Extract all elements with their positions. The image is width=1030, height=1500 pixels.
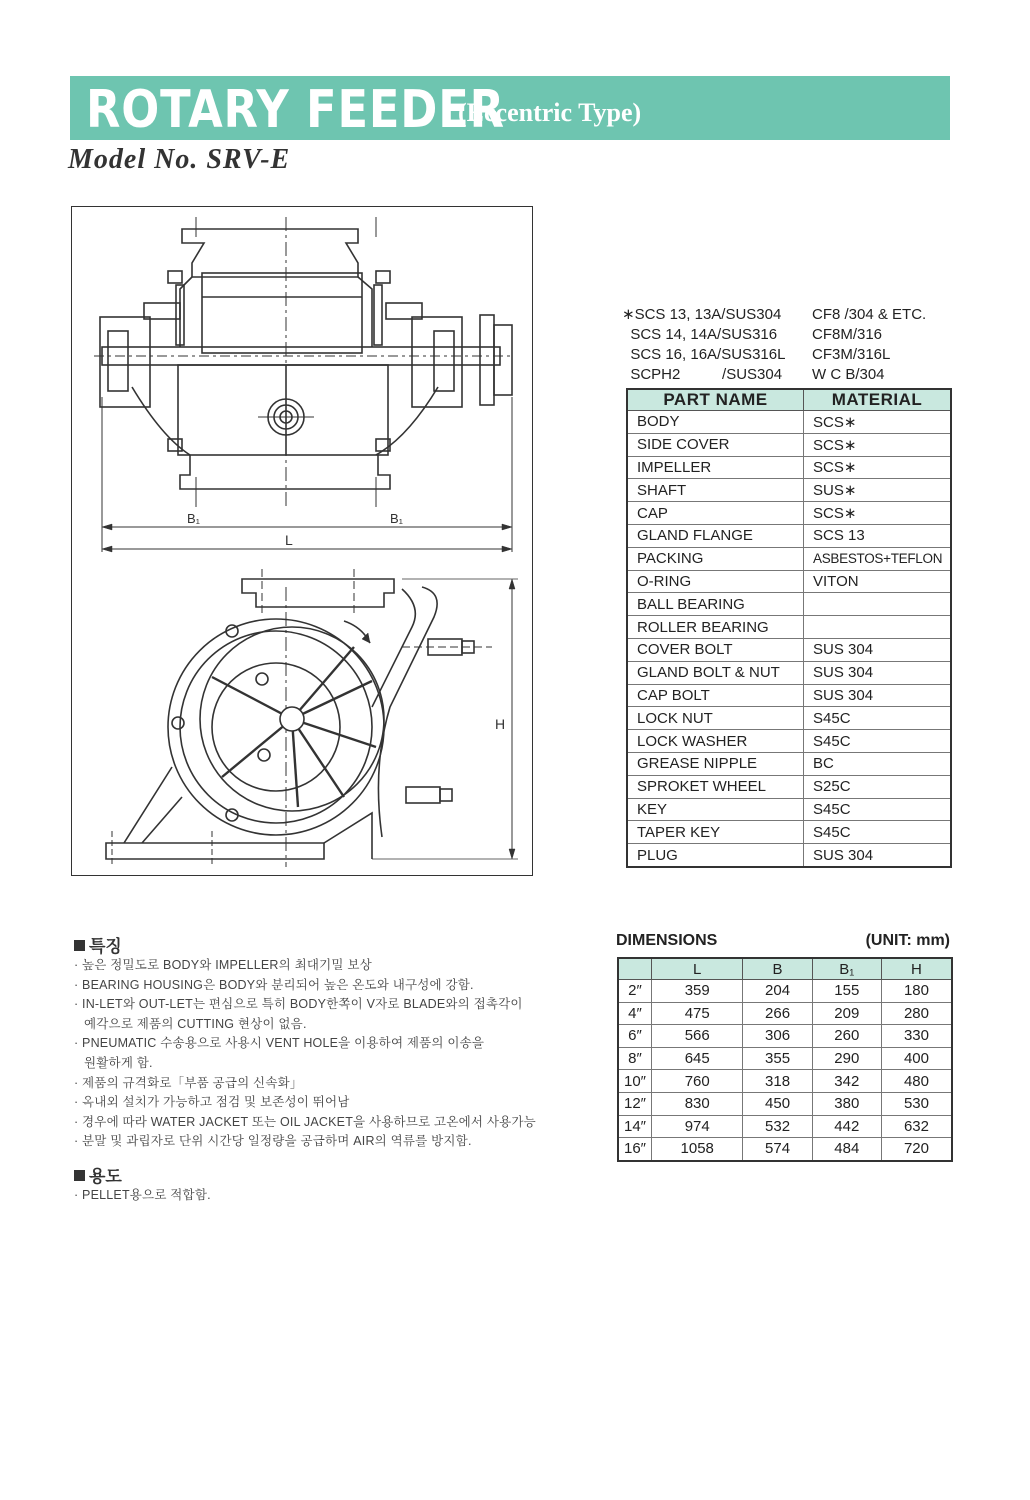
part-name-cell: CAP BOLT [627,684,804,707]
parts-row [627,638,951,661]
dimensions-header [616,932,950,950]
dimension-cell: 266 [743,1002,812,1025]
part-name-cell: PACKING [627,547,804,570]
feeder-drawing-svg [72,207,534,877]
material-cell: S45C [804,707,952,730]
header-part-name: PART NAME [627,389,804,411]
part-name-cell: IMPELLER [627,456,804,479]
dimension-cell: 532 [743,1115,812,1138]
usage-line: · PELLET용으로 적합함. [74,1188,211,1202]
feature-line: · IN-LET와 OUT-LET는 편심으로 특히 BODY한쪽이 V자로 BLADE와의 접촉각이 [74,997,523,1012]
parts-row [627,479,951,502]
parts-row [627,433,951,456]
size-cell: 6″ [618,1025,652,1048]
material-cell: SCS 13 [804,524,952,547]
page-title: ROTARY FEEDER [86,80,505,140]
header-b: B [743,958,812,980]
feature-line: · 옥내외 설치가 가능하고 점검 및 보존성이 뛰어남 [74,1095,350,1110]
header-l: L [652,958,743,980]
parts-row [627,844,951,867]
part-name-cell: GREASE NIPPLE [627,752,804,775]
label-b1-left: B₁ [187,511,201,526]
dimension-cell: 342 [812,1070,881,1093]
size-cell: 14″ [618,1115,652,1138]
dimension-cell: 155 [812,980,881,1003]
parts-row [627,752,951,775]
usage-section [74,1162,594,1206]
front-view [94,217,512,552]
header-size [618,958,652,980]
dimensions-row [618,1115,952,1138]
material-cell [804,616,952,639]
parts-row [627,547,951,570]
dimension-cell: 306 [743,1025,812,1048]
parts-row [627,570,951,593]
size-cell: 4″ [618,1002,652,1025]
parts-row [627,684,951,707]
side-view [106,569,518,867]
dimensions-row [618,1025,952,1048]
model-number: Model No. SRV-E [68,144,291,175]
part-name-cell: GLAND BOLT & NUT [627,661,804,684]
parts-row [627,502,951,525]
label-h: H [495,716,506,732]
dimension-cell: 442 [812,1115,881,1138]
part-name-cell: SIDE COVER [627,433,804,456]
part-name-cell: CAP [627,502,804,525]
material-cell: SCS∗ [804,502,952,525]
header-b1: B₁ [812,958,881,980]
material-cell: S45C [804,821,952,844]
dimension-cell: 330 [881,1025,952,1048]
material-cell: SUS 304 [804,638,952,661]
part-name-cell: COVER BOLT [627,638,804,661]
parts-row [627,821,951,844]
dimension-cell: 974 [652,1115,743,1138]
dimension-cell: 830 [652,1092,743,1115]
dimension-cell: 380 [812,1092,881,1115]
material-cell: SCS∗ [804,433,952,456]
dimension-cell: 280 [881,1002,952,1025]
dimension-cell: 484 [812,1138,881,1161]
part-name-cell: SPROKET WHEEL [627,775,804,798]
feature-line: · BEARING HOUSING은 BODY와 분리되어 높은 온도와 내구성에 강함. [74,977,474,992]
material-cell: VITON [804,570,952,593]
parts-row [627,661,951,684]
parts-row [627,775,951,798]
dimensions-row [618,1092,952,1115]
dimension-cell: 760 [652,1070,743,1093]
dimension-cell: 450 [743,1092,812,1115]
dimension-cell: 566 [652,1025,743,1048]
technical-drawing [71,206,533,876]
dimensions-row [618,1047,952,1070]
label-b1-right: B₁ [390,511,404,526]
dimension-cell: 475 [652,1002,743,1025]
material-cell: SUS 304 [804,684,952,707]
dimension-cell: 574 [743,1138,812,1161]
part-name-cell: ROLLER BEARING [627,616,804,639]
material-cell: SUS 304 [804,844,952,867]
parts-row [627,616,951,639]
material-cell: SUS∗ [804,479,952,502]
dimension-cell: 530 [881,1092,952,1115]
header-h: H [881,958,952,980]
material-cell: BC [804,752,952,775]
part-name-cell: BALL BEARING [627,593,804,616]
feature-line: · PNEUMATIC 수송용으로 사용시 VENT HOLE을 이용하여 제품의 이송을 [74,1036,485,1051]
material-cell [804,593,952,616]
part-name-cell: LOCK WASHER [627,730,804,753]
header-material: MATERIAL [804,389,952,411]
parts-row [627,524,951,547]
dimension-cell: 480 [881,1070,952,1093]
dimension-cell: 1058 [652,1138,743,1161]
parts-row [627,798,951,821]
material-cell: ASBESTOS+TEFLON [804,547,952,570]
parts-row [627,456,951,479]
parts-row [627,593,951,616]
features-heading: 특징 [74,932,594,956]
dimension-cell: 290 [812,1047,881,1070]
dimensions-title: DIMENSIONS [616,932,718,949]
square-bullet-icon [74,940,85,951]
label-l: L [285,532,293,548]
dimension-cell: 204 [743,980,812,1003]
parts-row [627,411,951,434]
dimension-cell: 355 [743,1047,812,1070]
material-cell: S45C [804,798,952,821]
dimension-cell: 209 [812,1002,881,1025]
material-cell: S25C [804,775,952,798]
dimensions-row [618,1070,952,1093]
feature-line: · 제품의 규격화로「부품 공급의 신속화」 [74,1075,303,1090]
feature-line: · 높은 정밀도로 BODY와 IMPELLER의 최대기밀 보상 [74,958,372,972]
dimension-cell: 359 [652,980,743,1003]
size-cell: 16″ [618,1138,652,1161]
part-name-cell: GLAND FLANGE [627,524,804,547]
size-cell: 8″ [618,1047,652,1070]
material-cell: SCS∗ [804,411,952,434]
page-subtitle: (Eccentric Type) [458,98,642,127]
parts-row [627,707,951,730]
feature-line: 원활하게 함. [84,1055,153,1070]
part-name-cell: SHAFT [627,479,804,502]
size-cell: 10″ [618,1070,652,1093]
feature-line: 예각으로 제품의 CUTTING 현상이 없음. [84,1016,307,1031]
feature-line: · 경우에 따라 WATER JACKET 또는 OIL JACKET을 사용하므로 고온에서 사용가능 [74,1114,536,1129]
dimension-cell: 720 [881,1138,952,1161]
parts-row [627,730,951,753]
part-name-cell: O-RING [627,570,804,593]
features-section [74,932,594,1152]
part-name-cell: PLUG [627,844,804,867]
dimensions-row [618,1002,952,1025]
dimensions-unit: (UNIT: mm) [865,932,950,949]
dimension-cell: 400 [881,1047,952,1070]
material-cell: SCS∗ [804,456,952,479]
dimension-cell: 260 [812,1025,881,1048]
dimensions-row [618,1138,952,1161]
parts-table [626,388,952,868]
part-name-cell: LOCK NUT [627,707,804,730]
dimensions-row [618,980,952,1003]
dimension-cell: 318 [743,1070,812,1093]
dimensions-header-row [618,958,952,980]
part-name-cell: BODY [627,411,804,434]
feature-line: · 분말 및 과립자로 단위 시간당 일정량을 공급하며 AIR의 역류를 방지함. [74,1134,472,1149]
size-cell: 2″ [618,980,652,1003]
material-cell: SUS 304 [804,661,952,684]
dimensions-table [617,957,953,1162]
dimension-cell: 180 [881,980,952,1003]
part-name-cell: KEY [627,798,804,821]
dimension-cell: 632 [881,1115,952,1138]
size-cell: 12″ [618,1092,652,1115]
usage-heading: 용도 [74,1162,594,1186]
dimension-cell: 645 [652,1047,743,1070]
material-cell: S45C [804,730,952,753]
parts-header-row [627,389,951,411]
part-name-cell: TAPER KEY [627,821,804,844]
square-bullet-icon [74,1170,85,1181]
title-banner [70,76,950,140]
